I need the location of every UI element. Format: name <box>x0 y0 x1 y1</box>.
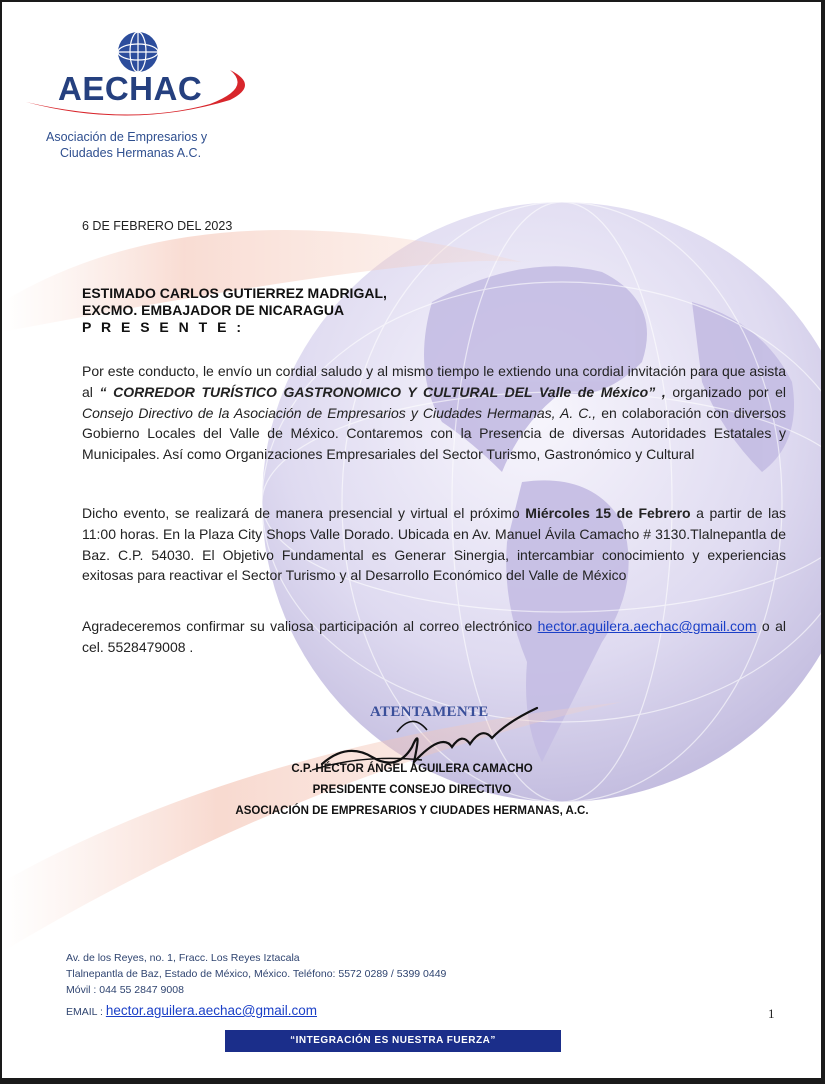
footer-email-row <box>66 1003 317 1018</box>
p3-phone: o al cel. 5528479008 . <box>82 618 787 655</box>
event-name: “ CORREDOR TURÍSTICO GASTRONOMICO Y CULTURAL DEL Valle de México” , <box>99 383 666 400</box>
page-number: 1 <box>768 1006 775 1021</box>
letter-date: 6 DE FEBRERO DEL 2023 <box>82 219 233 233</box>
body-paragraph-3 <box>82 616 786 658</box>
letter-page <box>2 2 821 1078</box>
event-date: Miércoles 15 de Febrero <box>525 505 691 521</box>
footer-email-link[interactable]: hector.aguilera.aechac@gmail.com <box>105 1003 317 1018</box>
organizer-name: Consejo Directivo de la Asociación de Empresarios y Ciudades Hermanas, A. C., <box>82 404 597 421</box>
footer-address-line2: Tlalnepantla de Baz, Estado de México, México. Teléfono: 5572 0289 / 5399 0449 <box>66 968 447 980</box>
footer-email-label: EMAIL : <box>66 1006 103 1018</box>
recipient-name: ESTIMADO CARLOS GUTIERREZ MADRIGAL, <box>82 285 387 301</box>
signer-title: PRESIDENTE CONSEJO DIRECTIVO <box>312 784 512 796</box>
closing-atentamente: ATENTAMENTE <box>370 704 489 720</box>
p1-organized: organizado por el <box>672 383 787 400</box>
p3-intro: Agradeceremos confirmar su valiosa participación al correo electrónico <box>82 618 533 634</box>
recipient-title: EXCMO. EMBAJADOR DE NICARAGUA <box>82 302 345 318</box>
motto-banner: “INTEGRACIÓN ES NUESTRA FUERZA” <box>225 1030 561 1052</box>
organization-name <box>46 129 207 161</box>
recipient-block <box>82 285 387 336</box>
p1-intro: Por este conducto, le envío un cordial saludo y al mismo tiempo le extiendo una cordial invitación para que asista al <box>82 363 786 400</box>
logo-text: AECHAC <box>58 70 203 107</box>
organization-name-line1: Asociación de Empresarios y <box>46 130 208 144</box>
signer-organization: ASOCIACIÓN DE EMPRESARIOS Y CIUDADES HERMANAS, A.C. <box>235 805 589 817</box>
body-paragraph-2 <box>82 503 786 586</box>
recipient-presente: P R E S E N T E : <box>82 319 244 335</box>
body-paragraph-1 <box>82 361 786 465</box>
p2-rest: a partir de las 11:00 horas. En la Plaza City Shops Valle Dorado. Ubicada en Av. Manuel Ávila Camacho # 3130.Tlalnepantla de Baz. C.P. 54030. El Objetivo Fundamental es Generar Sinergia, intercambiar conocimiento y experiencias exitosas para reactivar el Sector Turismo y al Desarrollo Económico del Valle de México <box>82 505 786 584</box>
p2-intro: Dicho evento, se realizará de manera presencial y virtual el próximo <box>82 505 520 521</box>
p1-rest: en colaboración con diversos Gobierno Locales del Valle de México. Contaremos con la Presencia de diversas Autoridades Estatales y Municipales. Así como Organizaciones Empresariales del Sector Turismo, Gastronómico y Cultural <box>82 404 786 463</box>
contact-email-link[interactable]: hector.aguilera.aechac@gmail.com <box>537 618 757 634</box>
footer-mobile: Móvil : 044 55 2847 9008 <box>66 984 184 996</box>
signer-name: C.P. HÉCTOR ÁNGEL AGUILERA CAMACHO <box>291 763 533 775</box>
organization-name-line2: Ciudades Hermanas A.C. <box>60 146 202 160</box>
footer-address-line1: Av. de los Reyes, no. 1, Fracc. Los Reyes Iztacala <box>66 952 300 964</box>
